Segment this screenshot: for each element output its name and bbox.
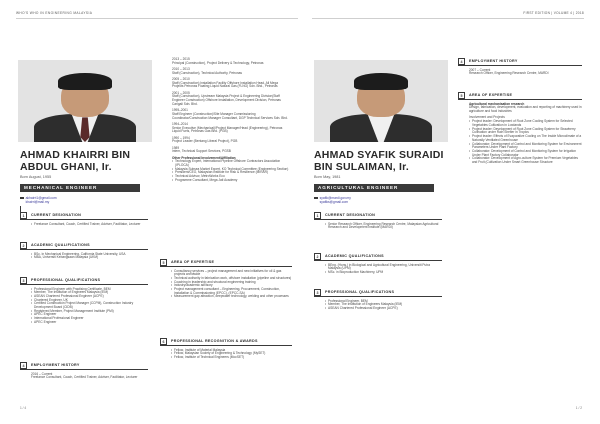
list-item: • BEng. (Hons.) in Biological and Agricultural Engineering, Universiti Putra Malaysia (UPM) xyxy=(325,264,442,271)
list-item: • Collaborator: Development of Control and Monitoring System for Irrigation Under Plant Factory Collaborator xyxy=(469,150,582,157)
expertise-description: Design, fabrication, development, evaluation and reporting of machinery used in agriculture and food industries xyxy=(469,105,582,113)
email-icon xyxy=(20,197,24,200)
section-academic-qualifications: 2 ACADEMIC QUALIFICATIONS • BEng. (Hons.) in Biological and Agricultural Engineering, Universiti Putra Malaysia (UPM) • MSc. in Bioproduction Machinery, UPM xyxy=(314,253,442,275)
list-item: • Professional Engineer with Practising Certificate, BEM xyxy=(31,288,148,292)
list-item: • Technical Advisor, MetroWorks Eco xyxy=(172,175,290,179)
list-item: • APEC Engineer xyxy=(31,321,148,325)
list-item: • Freelance Consultant, Coach, Certified Trainer, Adviser, Facilitator, Lecturer xyxy=(31,223,148,227)
profession-title-bar: AGRICULTURAL ENGINEER xyxy=(314,184,434,192)
header-rule-right xyxy=(312,18,584,19)
birth-date: Born May, 1981 xyxy=(314,175,341,179)
section-employment-history: 4 EMPLOYMENT HISTORY 2016 – Current Freelance Consultant, Coach, Certified Trainer, Adviser, Facilitator, Lecturer xyxy=(20,362,148,380)
list-item: • Collaborator: Development of Control and Monitoring System for Environment Parameters Under Plant Factory xyxy=(469,143,582,150)
list-item: • ASEAN Chartered Professional Engineer (ACPE) xyxy=(31,295,148,299)
contact-block xyxy=(20,196,57,205)
list-item: • Certified Construction Project Manager (CCPM), Construction Industry Development Board (CIDB) xyxy=(31,302,148,309)
profession-title-bar: MECHANICAL ENGINEER xyxy=(20,184,140,192)
list-item: • Coaching in leadership and structural engineering training xyxy=(171,281,292,285)
section-employment-history: 4 EMPLOYMENT HISTORY 2007 – Current Research Officer, Engineering Research Centre, MARDI xyxy=(458,58,582,76)
employment-history-continued: 2013 – 2015 Principal (Construction), Project Delivery & Technology, Petronas 2010 – 2013 Staff (Construction), Technical Authority, Petronas 2005 – 2010 Staff (Construction) Installation Facility Offshore Installation Head, All Mega Projects Petronas Floating Liquid Natural Gas (FLNG) Sdn. Bhd., Petronas 2001 – 2005 Staff (Construction), Upstream Malaysia Project & Engineering Division(Staff Engineer Construction) Offshore Installation, Development Division, Petronas Carigali Sdn. Bhd. 1995–2001 Staff Engineer (Construction)/Site Manager Commissioning Coordinator/Construction Manager Consultant, DGP Technical Services Sdn. Bhd. 1994–2014 Senior Executive (Mechanical)/Project Manager/Head (Engineering), Petronas Liquid Fuels, Petronas Gas Bhd. (PGB) 1990 – 1994 Project Leader (Bentang Liberal Project), PGB 1989 Intern, Technical Support Services, PGSB Other Professional Involvement/Affiliation • Technology Expert, International Pipeline Offshore Contractors Association (IPLOCA) • Malaysia Subsea Market Expert, KO Technical Committee (Engineering Section) • President/CEO, Malaysian Institute for Risk & Resilience (MIRAR) • Technical Advisor, MetroWorks Eco • Programme Consultant, Mega Jati Academy xyxy=(172,58,290,182)
employment-years: 2016 – Current xyxy=(31,371,53,376)
section-recognition-awards: 6 PROFESSIONAL RECOGNITION & AWARDS • Fellow, Institute of Material Malaysia • Fellow, Malaysian Society of Engineering & Technology (MySET) • Fellow, Institute of Technical Engineers (MocSET) xyxy=(160,338,292,360)
header-rule-left xyxy=(16,18,298,19)
list-item: • Fellow, Institute of Technical Engineers (MocSET) xyxy=(171,356,292,360)
portrait-photo-right xyxy=(314,60,448,142)
affiliation-heading: Other Professional Involvement/Affiliation xyxy=(172,155,236,160)
page-number-right: 1 / 2 xyxy=(575,406,582,410)
list-item: • Project leader: Development of Root Zone Cooling System for Strawberry Cultivation under Rain Shelter in Tropics xyxy=(469,128,582,135)
projects-heading: Involvement and Projects xyxy=(469,115,505,120)
list-item: • Member, The Institution of Engineers Malaysia (IEM) xyxy=(325,303,442,307)
running-header-left: WHO'S WHO IN ENGINEERING MALAYSIA xyxy=(16,11,93,15)
person-name: AHMAD SYAFIK SURAIDI BIN SULAIMAN, Ir. xyxy=(314,149,444,173)
list-item: • Technical authority in fabrication work, offshore installation (pipeline and structures) xyxy=(171,277,292,281)
section-area-of-expertise: 5 AREA OF EXPERTISE • Consultancy services – project management and new initiatives for oil & gas projects worldwide • Technical authority in fabrication work, offshore installation (pipeline and structures) • Coaching in leadership and structural engineering training • Industry/academic advisory • Project management consultant – Engineering, Procurement, Construction, Installation & Commissioning (EPCC), (EPCC-SA) • Measurement gap attraction, deepwater technology, welding and other processes xyxy=(160,259,292,299)
list-item: • President/CEO, Malaysian Institute for Risk & Resilience (MIRAR) xyxy=(172,171,290,175)
birth-date: Born August, 1955 xyxy=(20,175,52,179)
email-link[interactable]: khairri@mail.my xyxy=(25,200,50,205)
list-item: • Project management consultant – Engineering, Procurement, Construction, Installation & Commissioning (EPCC), (EPCC-SA) xyxy=(171,288,292,295)
expertise-lead: Agricultural mechanisation research xyxy=(469,101,525,106)
section-current-designation: 1 CURRENT DESIGNATION • Senior Research Officer, Engineering Research Centre, Malaysian Agricultural Research and Development Institute (MARDI) xyxy=(314,212,442,230)
list-item: • Fellow, Malaysian Society of Engineering & Technology (MySET) xyxy=(171,352,292,356)
list-item: • International Professional Engineer xyxy=(31,317,148,321)
list-item: • Measurement gap attraction, deepwater technology, welding and other processes xyxy=(171,295,292,299)
list-item: • Malaysia Subsea Market Expert, KO Technical Committee (Engineering Section) xyxy=(172,168,290,172)
portrait-photo-left xyxy=(18,60,152,142)
email-link[interactable]: syafik@mardi.gov.my xyxy=(319,196,351,200)
person-name: AHMAD KHAIRRI BIN ABDUL GHANI, Ir. xyxy=(20,149,131,173)
list-item: • Professional Engineer, BEM xyxy=(325,300,442,304)
section-area-of-expertise: 5 AREA OF EXPERTISE Agricultural mechanisation research Design, fabrication, development, evaluation and reporting of machinery used in agriculture and food industries Involvement and Projects • Project leader: Development of Root Zone Cooling System for Selected Vegetables Cultivation in Lowlands • Project leader: Development of Root Zone Cooling System for Strawberry Cultivation under Rain Shelter in Tropics • Project leader: Effects of Evaporative Cooling on The Inside Microclimate of a Naturally Ventilated Greenhouse • Collaborator: Development of Control and Monitoring System for Environment Parameters Under Plant Factory • Collaborator: Development of Control and Monitoring System for Irrigation Under Plant Factory Collaborator • Collaborator: Development of Agro-culture System for Premium Vegetables and Fruit (Cultivation Under Smart Greenhouse Structure xyxy=(458,92,582,165)
page-number-left: 1 / 4 xyxy=(20,406,27,410)
employment-years: 2007 – Current xyxy=(469,67,491,72)
section-professional-qualifications: 3 PROFESSIONAL QUALIFICATIONS • Professional Engineer with Practising Certificate, BEM • Member, The Institution of Engineers Malaysia (IEM) • ASEAN Chartered Professional Engineer (ACPE) • Chartered Engineer, UK • Certified Construction Project Manager (CCPM), Construction Industry Development Board (CIDB) • Registered Member, Project Management Institute (PMI) • APEC Engineer • International Professional Engineer • APEC Engineer xyxy=(20,277,148,325)
list-item: • Member, The Institution of Engineers Malaysia (IEM) xyxy=(31,291,148,295)
employment-role: Freelance Consultant, Coach, Certified Trainer, Adviser, Facilitator, Lecturer xyxy=(31,375,138,380)
list-item: • Technology Expert, International Pipeline Offshore Contractors Association (IPLOCA) xyxy=(172,160,290,167)
list-item: • Project leader: Effects of Evaporative Cooling on The Inside Microclimate of a Naturally Ventilated Greenhouse xyxy=(469,135,582,142)
contact-block xyxy=(314,196,351,205)
list-item: • Project leader: Development of Root Zone Cooling System for Selected Vegetables Cultivation in Lowlands xyxy=(469,120,582,127)
list-item: • Fellow, Institute of Material Malaysia xyxy=(171,349,292,353)
list-item: • MSc. in Bioproduction Machinery, UPM xyxy=(325,271,442,275)
list-item: • Consultancy services – project management and new initiatives for oil & gas projects worldwide xyxy=(171,270,292,277)
list-item: • APEC Engineer xyxy=(31,313,148,317)
section-professional-qualifications: 3 PROFESSIONAL QUALIFICATIONS • Professional Engineer, BEM • Member, The Institution of Engineers Malaysia (IEM) • ASEAN Chartered Professional Engineer (ACPE) xyxy=(314,289,442,311)
email-link[interactable]: syafiks@gmail.com xyxy=(319,200,349,205)
list-item: • Industry/academic advisory xyxy=(171,284,292,288)
list-item: • BSc. in Mechanical Engineering, California State University, USA xyxy=(31,253,148,257)
list-item: • Senior Research Officer, Engineering Research Centre, Malaysian Agricultural Research and Development Institute (MARDI) xyxy=(325,223,442,230)
list-item: • MBA, Universiti Kebangsaan Malaysia (UKM) xyxy=(31,256,148,260)
list-item: • Collaborator: Development of Agro-culture System for Premium Vegetables and Fruit (Cultivation Under Smart Greenhouse Structure xyxy=(469,157,582,164)
section-current-designation: 1 CURRENT DESIGNATION • Freelance Consultant, Coach, Certified Trainer, Adviser, Facilitator, Lecturer xyxy=(20,212,148,226)
email-link[interactable]: akhairri1@gmail.com xyxy=(25,196,57,200)
list-item: • Chartered Engineer, UK xyxy=(31,299,148,303)
email-icon xyxy=(314,197,318,200)
employment-role: Research Officer, Engineering Research Centre, MARDI xyxy=(469,71,549,76)
list-item: • Registered Member, Project Management Institute (PMI) xyxy=(31,310,148,314)
running-header-right: FIRST EDITION | VOLUME 4 | 2018 xyxy=(523,11,584,15)
section-academic-qualifications: 2 ACADEMIC QUALIFICATIONS • BSc. in Mechanical Engineering, California State University, USA • MBA, Universiti Kebangsaan Malaysia (UKM) xyxy=(20,242,148,260)
list-item: • ASEAN Chartered Professional Engineer (ACPE) xyxy=(325,307,442,311)
list-item: • Programme Consultant, Mega Jati Academy xyxy=(172,179,290,183)
